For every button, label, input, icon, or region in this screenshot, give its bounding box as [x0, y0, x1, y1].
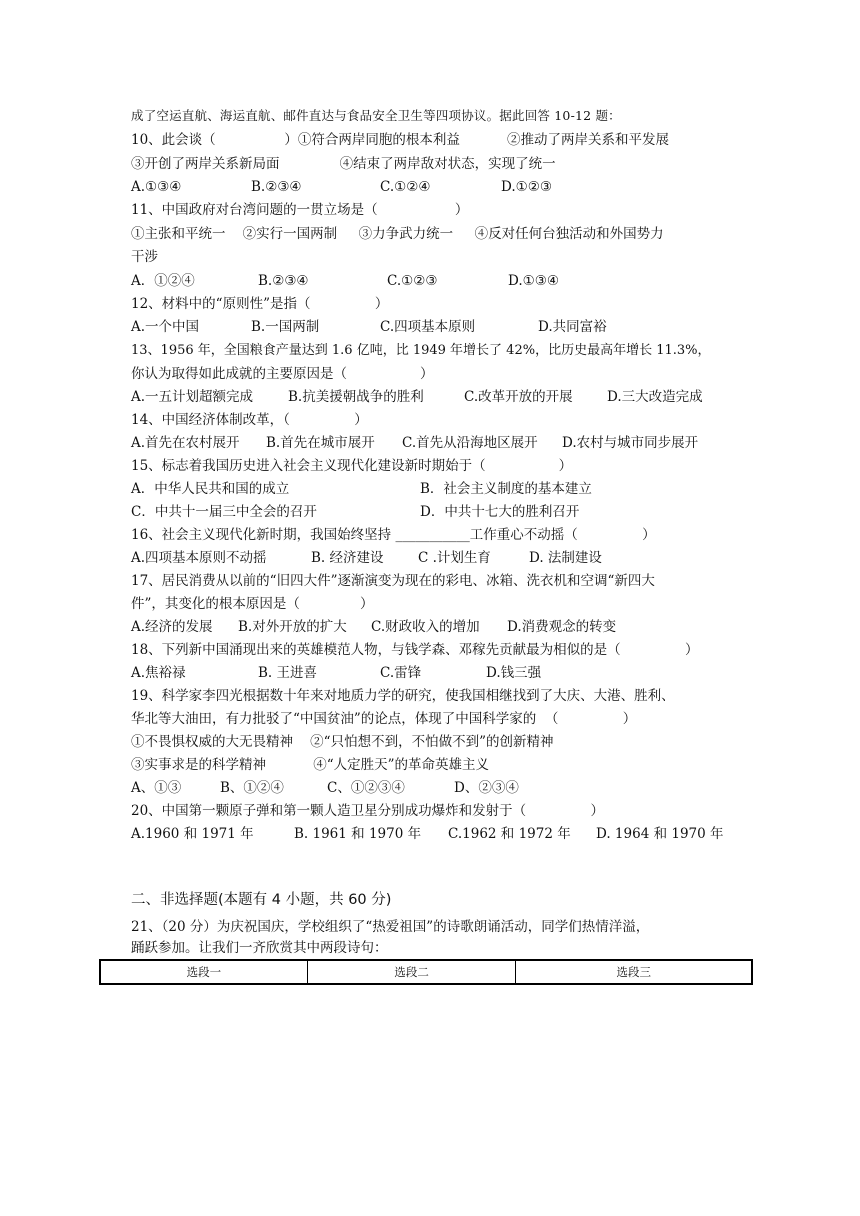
question-16-stem: 16、社会主义现代化新时期，我国始终坚持 ___________工作重心不动摇（ ）	[131, 527, 656, 543]
option-c: C.1962 和 1972 年	[448, 826, 571, 842]
question-14-stem: 14、中国经济体制改革，（ ）	[131, 412, 368, 428]
question-21-stem-cont: 踊跃参加。让我们一齐欣赏其中两段诗句：	[131, 940, 388, 956]
option-c: C.雷锋	[380, 665, 422, 681]
option-b: B.首先在城市展开	[266, 435, 375, 451]
option-b: B. 经济建设	[311, 550, 384, 566]
option-b: B.对外开放的扩大	[238, 619, 347, 635]
option-b: B．社会主义制度的基本建立	[420, 481, 592, 497]
option-d: D.①②③	[501, 179, 552, 195]
question-15-stem: 15、标志着我国历史进入社会主义现代化建设新时期始于（ ）	[131, 458, 573, 474]
intro-line: 成了空运直航、海运直航、邮件直达与食品安全卫生等四项协议。据此回答 10-12 题：	[131, 108, 621, 123]
option-b: B. 王进喜	[258, 665, 318, 681]
option-a: A、①③	[131, 780, 182, 796]
option-b: B. 1961 和 1970 年	[294, 826, 422, 842]
option-c: C.①②③	[387, 273, 438, 289]
question-11-stem: 11、中国政府对台湾问题的一贯立场是（ ）	[131, 202, 469, 218]
option-c: C．中共十一届三中全会的召开	[131, 504, 317, 520]
option-c: C、①②③④	[327, 780, 405, 796]
option-d: D.共同富裕	[538, 319, 607, 335]
question-10-stem: 10、此会谈（ ）①符合两岸同胞的根本利益 ②推动了两岸关系和平发展	[131, 132, 670, 148]
question-13-stem-cont: 你认为取得如此成就的主要原因是（ ）	[131, 366, 434, 382]
table-header-cell: 选段三	[516, 960, 752, 984]
question-18-stem: 18、下列新中国涌现出来的英雄模范人物，与钱学森、邓稼先贡献最为相似的是（ ）	[131, 642, 699, 658]
question-19-stem: 19、科学家李四光根据数十年来对地质力学的研究，使我国相继找到了大庆、大港、胜利、	[131, 688, 675, 704]
question-13-stem: 13、1956 年，全国粮食产量达到 1.6 亿吨，比 1949 年增长了 42%，比历史最高年增长 11.3%，	[131, 343, 711, 358]
option-c: C .计划生育	[418, 550, 491, 566]
option-a: A.焦裕禄	[131, 665, 186, 681]
option-d: D. 法制建设	[529, 550, 602, 566]
question-12-stem: 12、材料中的“原则性”是指（ ）	[131, 296, 389, 312]
option-d: D.三大改造完成	[607, 389, 703, 405]
table-header-cell: 选段二	[307, 960, 516, 984]
option-c: C.①②④	[380, 179, 431, 195]
option-d: D.①③④	[508, 273, 559, 289]
option-d: D.钱三强	[486, 665, 542, 681]
question-19-statements: ①不畏惧权威的大无畏精神 ②“只怕想不到，不怕做不到”的创新精神	[131, 734, 554, 750]
option-c: C.四项基本原则	[380, 319, 476, 335]
option-a: A.1960 和 1971 年	[131, 826, 254, 842]
question-20-stem: 20、中国第一颗原子弹和第一颗人造卫星分别成功爆炸和发射于（ ）	[131, 803, 605, 819]
option-b: B.②③④	[251, 179, 302, 195]
option-a: A．中华人民共和国的成立	[131, 481, 290, 497]
option-b: B、①②④	[220, 780, 284, 796]
option-d: D、②③④	[454, 780, 519, 796]
option-d: D. 1964 和 1970 年	[596, 826, 724, 842]
option-d: D.消费观念的转变	[507, 619, 617, 635]
question-20-options	[131, 824, 724, 884]
question-19-statements-cont: ③实事求是的科学精神 ④“人定胜天”的革命英雄主义	[131, 757, 490, 773]
option-a: A.首先在农村展开	[131, 435, 240, 451]
table-header-row	[100, 960, 752, 984]
question-21-stem: 21、（20 分）为庆祝国庆，学校组织了“热爱祖国”的诗歌朗诵活动，同学们热情洋溢，	[131, 919, 650, 935]
table-header-cell: 选段一	[100, 960, 307, 984]
option-a: A.四项基本原则不动摇	[131, 550, 267, 566]
option-d: D.农村与城市同步展开	[562, 435, 699, 451]
option-a: A．①②④	[131, 273, 195, 289]
section-title: 二、非选择题(本题有 4 小题，共 60 分)	[131, 892, 392, 908]
option-d: D．中共十七大的胜利召开	[420, 504, 580, 520]
option-b: B.抗美援朝战争的胜利	[288, 389, 424, 405]
option-c: C.财政收入的增加	[371, 619, 480, 635]
question-19-stem-cont: 华北等大油田，有力批驳了“中国贫油”的论点，体现了中国科学家的 （ ）	[131, 711, 637, 727]
option-a: A.经济的发展	[131, 619, 213, 635]
option-b: B.②③④	[258, 273, 309, 289]
option-a: A.①③④	[131, 179, 182, 195]
question-10-statements: ③开创了两岸关系新局面 ④结束了两岸敌对状态，实现了统一	[131, 156, 556, 172]
option-a: A.一个中国	[131, 319, 200, 335]
option-b: B.一国两制	[251, 319, 320, 335]
question-11-statements: ①主张和平统一 ②实行一国两制 ③力争武力统一 ④反对任何台独活动和外国势力	[131, 226, 664, 242]
option-c: C.首先从沿海地区展开	[402, 435, 538, 451]
question-17-stem-cont: 件”，其变化的根本原因是（ ）	[131, 596, 374, 612]
question-11-statements-cont: 干涉	[131, 249, 158, 265]
option-c: C.改革开放的开展	[464, 389, 573, 405]
option-a: A.一五计划超额完成	[131, 389, 254, 405]
poem-table	[99, 959, 753, 985]
question-17-stem: 17、居民消费从以前的“旧四大件”逐渐演变为现在的彩电、冰箱、洗衣机和空调“新四大	[131, 573, 655, 589]
